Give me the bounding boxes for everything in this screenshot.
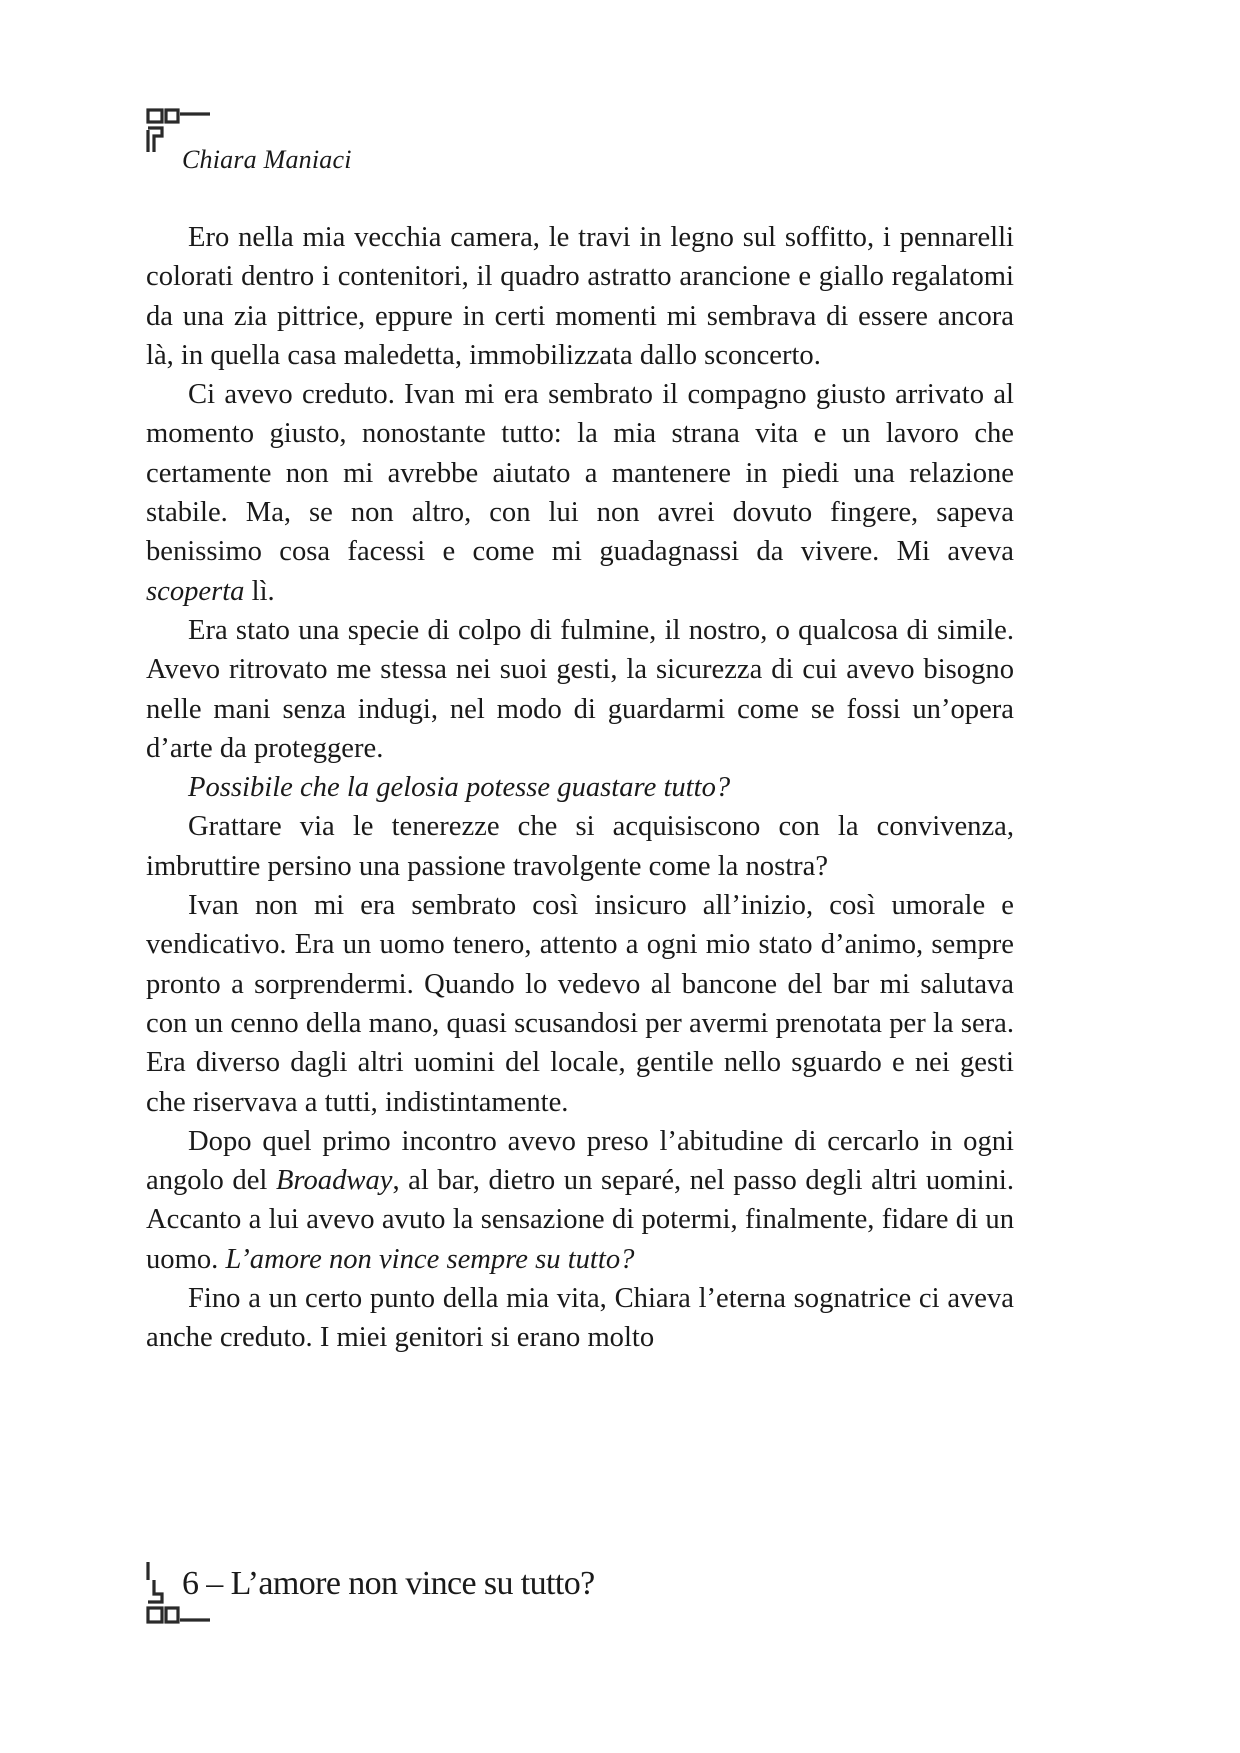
- paragraph: Ivan non mi era sembrato così insicuro all’inizio, così umorale e vendicativo. Era un uomo tenero, attento a ogni mio stato d’animo, sempre pronto a sorprendermi. Quando lo vedevo al bancone del bar mi salutava con un cenno della mano, quasi scusandosi per avermi prenotata per la sera. Era diverso dagli altri uomini del locale, gentile nello sguardo e nei gesti che riservava a tutti, indistintamente.: [146, 890, 1014, 1118]
- paragraph: Dopo quel primo incontro avevo preso l’abitudine di cercarlo in ogni angolo del Broadway, al bar, dietro un separé, nel passo degli altri uomini. Accanto a lui avevo avuto la sensazione di potermi, finalmente, fidare di un uomo. L’amore non vince sempre su tutto?: [146, 1125, 1014, 1275]
- paragraph: Fino a un certo punto della mia vita, Chiara l’eterna sognatrice ci aveva anche creduto. I miei genitori si erano molto: [146, 1283, 1014, 1354]
- body-text: [146, 218, 1014, 1358]
- page-footer: 6 – L’amore non vince su tutto?: [182, 1565, 595, 1602]
- emphasis: Broadway: [275, 1165, 393, 1197]
- emphasis: L’amore non vince sempre su tutto?: [225, 1243, 635, 1275]
- running-head: Chiara Maniaci: [182, 145, 352, 174]
- paragraph: Era stato una specie di colpo di fulmine, il nostro, o qualcosa di simile. Avevo ritrovato me stessa nei suoi gesti, la sicurezza di cui avevo bisogno nelle mani senza indugi, nel modo di guardarmi come se fossi un’opera d’arte da proteggere.: [146, 614, 1014, 764]
- paragraph: Ero nella mia vecchia camera, le travi in legno sul soffitto, i pennarelli colorati dentro i contenitori, il quadro astratto arancione e giallo regalatomi da una zia pittrice, eppure in certi momenti mi sembrava di essere ancora là, in quella casa maledetta, immobilizzata dallo sconcerto.: [146, 222, 1014, 371]
- paragraph: Ci avevo creduto. Ivan mi era sembrato il compagno giusto arrivato al momento giusto, nonostante tutto: la mia strana vita e un lavoro che certamente non mi avrebbe aiutato a mantenere in piedi una relazione stabile. Ma, se non altro, con lui non avrei dovuto fingere, sapeva benissimo cosa facessi e come mi guadagnassi da vivere. Mi aveva scoperta lì.: [146, 379, 1014, 607]
- paragraph: Grattare via le tenerezze che si acquisiscono con la convivenza, imbruttire persino una passione travolgente come la nostra?: [146, 811, 1014, 882]
- paragraph-italic: Possibile che la gelosia potesse guastare tutto?: [188, 772, 731, 804]
- emphasis: scoperta: [146, 575, 245, 607]
